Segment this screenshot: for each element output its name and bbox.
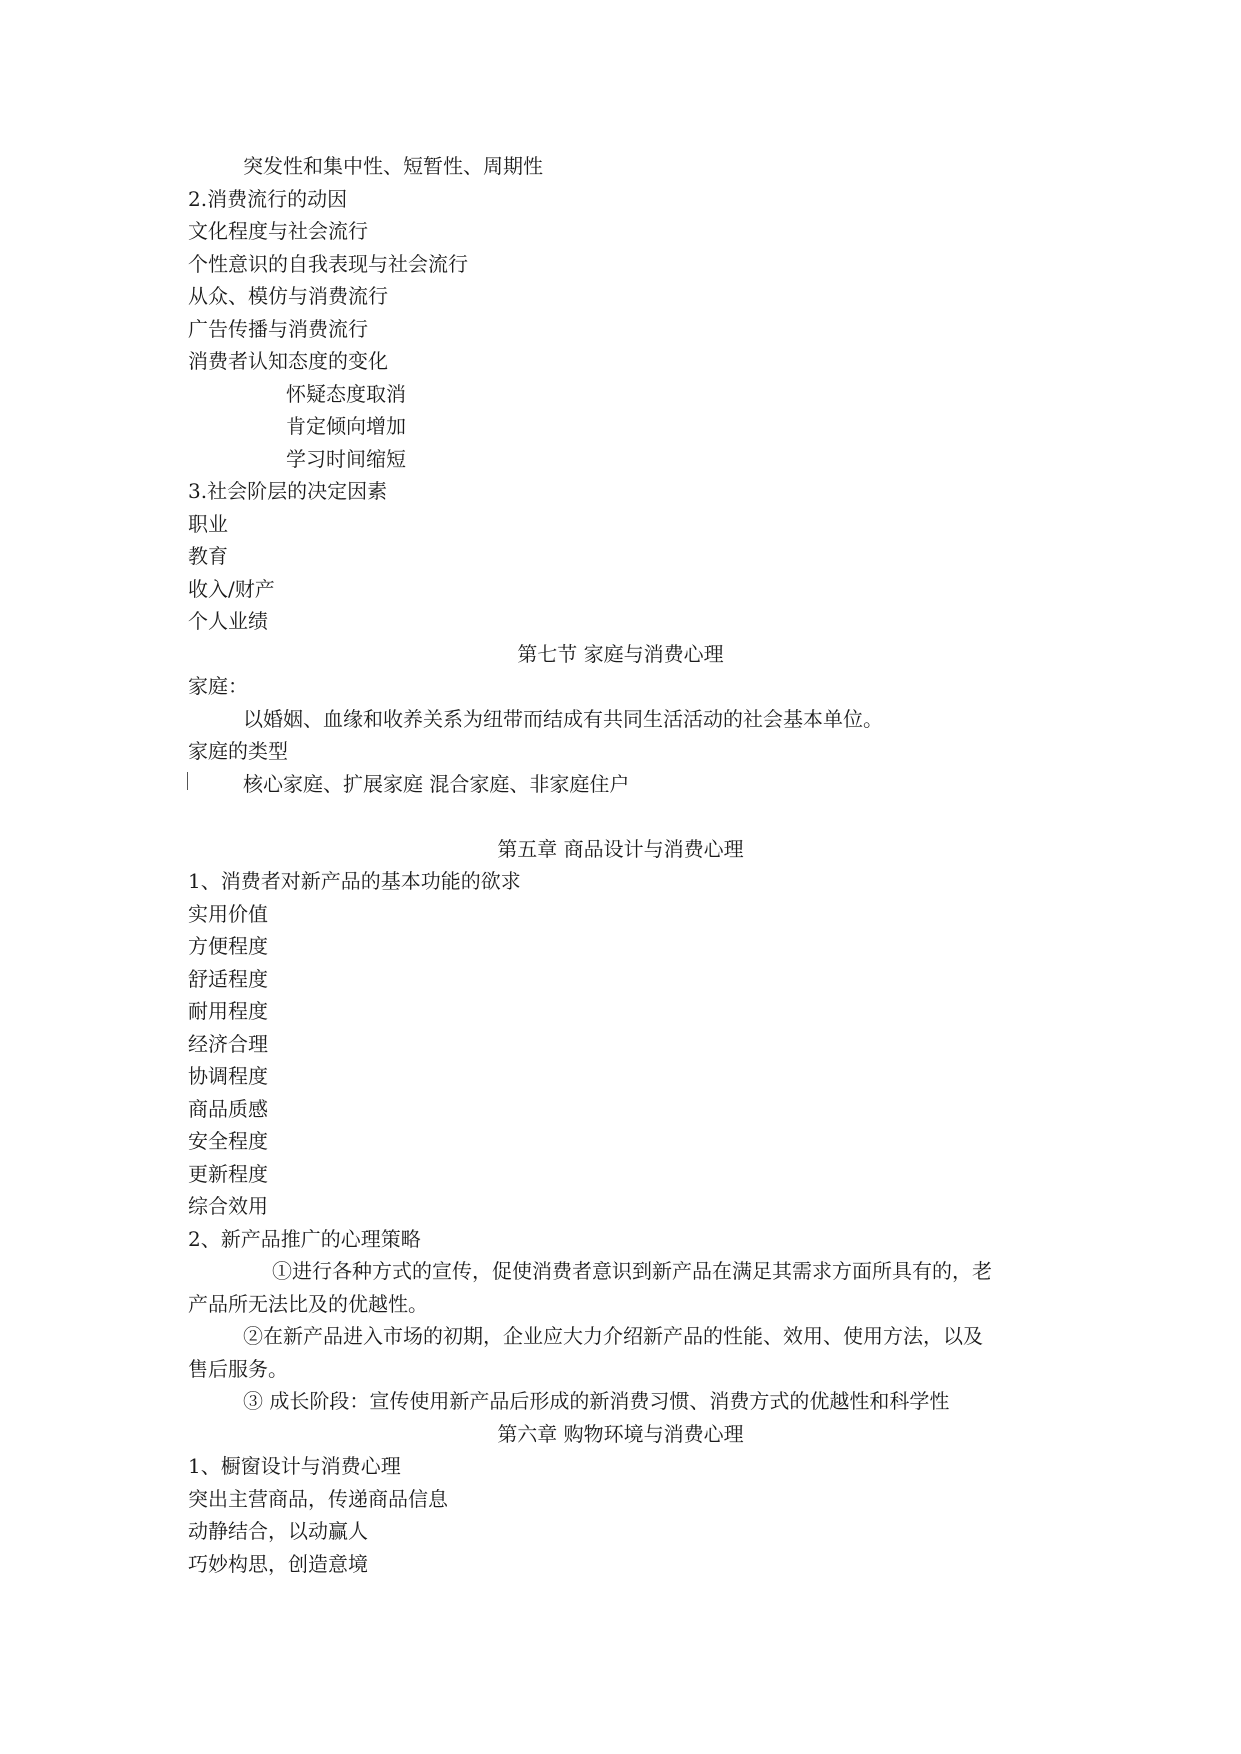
text-line: 学习时间缩短 xyxy=(286,447,406,471)
text-line: 产品所无法比及的优越性。 xyxy=(188,1292,428,1316)
text-line: 家庭： xyxy=(188,674,248,698)
text-line: 实用价值 xyxy=(188,902,268,926)
text-cursor-mark xyxy=(187,772,188,790)
text-line: 方便程度 xyxy=(188,934,268,958)
chapter-title: 第五章 商品设计与消费心理 xyxy=(497,837,744,861)
text-line: 肯定倾向增加 xyxy=(286,414,406,438)
text-line: ②在新产品进入市场的初期，企业应大力介绍新产品的性能、效用、使用方法，以及 xyxy=(243,1324,983,1348)
text-line: 怀疑态度取消 xyxy=(286,382,406,406)
text-line: 经济合理 xyxy=(188,1032,268,1056)
text-line: 收入/财产 xyxy=(188,577,275,601)
section-title: 第七节 家庭与消费心理 xyxy=(517,642,724,666)
text-line: 舒适程度 xyxy=(188,967,268,991)
text-line: 家庭的类型 xyxy=(188,739,288,763)
text-line: 文化程度与社会流行 xyxy=(188,219,368,243)
section-heading: 3.社会阶层的决定因素 xyxy=(188,479,388,503)
text-line: 消费者认知态度的变化 xyxy=(188,349,388,373)
section-heading: 1、橱窗设计与消费心理 xyxy=(188,1454,401,1478)
text-line: 突发性和集中性、短暂性、周期性 xyxy=(243,154,543,178)
text-line: 教育 xyxy=(188,544,228,568)
text-line: 综合效用 xyxy=(188,1194,268,1218)
text-line: 职业 xyxy=(188,512,228,536)
text-line: 安全程度 xyxy=(188,1129,268,1153)
text-line: 从众、模仿与消费流行 xyxy=(188,284,388,308)
section-heading: 2、新产品推广的心理策略 xyxy=(188,1227,421,1251)
text-line: 协调程度 xyxy=(188,1064,268,1088)
text-line: 耐用程度 xyxy=(188,999,268,1023)
section-heading: 1、消费者对新产品的基本功能的欲求 xyxy=(188,869,521,893)
text-line: 巧妙构思，创造意境 xyxy=(188,1552,368,1576)
text-line: 突出主营商品，传递商品信息 xyxy=(188,1487,448,1511)
text-line: 动静结合，以动赢人 xyxy=(188,1519,368,1543)
text-line: 售后服务。 xyxy=(188,1357,288,1381)
text-line: 个性意识的自我表现与社会流行 xyxy=(188,252,468,276)
text-line: 更新程度 xyxy=(188,1162,268,1186)
text-line: 个人业绩 xyxy=(188,609,268,633)
text-line: 广告传播与消费流行 xyxy=(188,317,368,341)
section-heading: 2.消费流行的动因 xyxy=(188,187,348,211)
text-line: 核心家庭、扩展家庭 混合家庭、非家庭住户 xyxy=(243,772,630,796)
text-line: 商品质感 xyxy=(188,1097,268,1121)
chapter-title: 第六章 购物环境与消费心理 xyxy=(497,1422,744,1446)
text-line: ③ 成长阶段：宣传使用新产品后形成的新消费习惯、消费方式的优越性和科学性 xyxy=(243,1389,950,1413)
text-line: 以婚姻、血缘和收养关系为纽带而结成有共同生活活动的社会基本单位。 xyxy=(243,707,883,731)
text-line: ①进行各种方式的宣传，促使消费者意识到新产品在满足其需求方面所具有的，老 xyxy=(272,1259,992,1283)
